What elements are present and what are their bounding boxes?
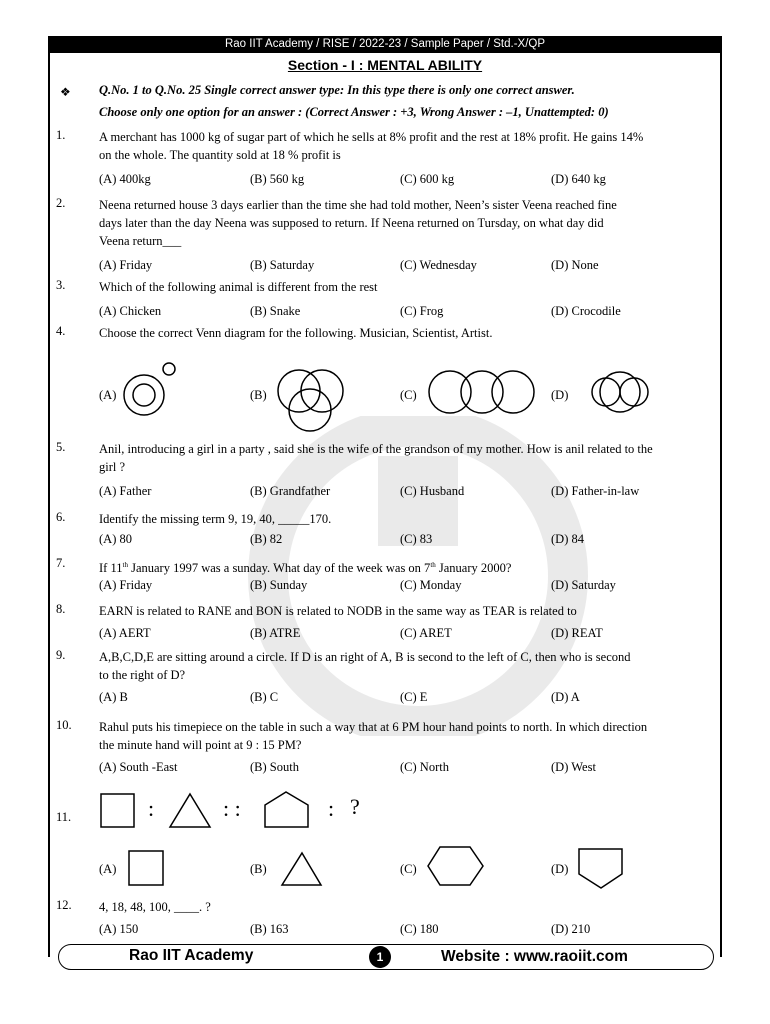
q11-square-icon bbox=[98, 791, 138, 831]
question-text-line: Anil, introducing a girl in a party , said she is the wife of the grandson of my mother. How is anil related to the bbox=[99, 442, 653, 456]
answer-option: (A) Friday bbox=[99, 258, 153, 272]
answer-option: (C) 600 kg bbox=[400, 172, 455, 186]
question-number: 8. bbox=[56, 602, 66, 616]
answer-option: (C) 180 bbox=[400, 922, 439, 936]
answer-option: (A) bbox=[99, 862, 117, 876]
answer-option: (D) 640 kg bbox=[551, 172, 606, 186]
answer-option: (D) bbox=[551, 862, 569, 876]
answer-option: (B) 163 bbox=[250, 922, 289, 936]
question-text-line: A merchant has 1000 kg of sugar part of which he sells at 8% profit and the rest at 18% profit. He gains 14% bbox=[99, 130, 644, 144]
question-text-line: If 11th January 1997 was a sunday. What day of the week was on 7th January 2000? bbox=[99, 561, 512, 576]
answer-option: (D) West bbox=[551, 760, 596, 774]
instruction-line-1: Q.No. 1 to Q.No. 25 Single correct answer type: In this type there is only one correct answer. bbox=[99, 83, 575, 97]
answer-option: (D) Saturday bbox=[551, 578, 616, 592]
answer-option: (C) E bbox=[400, 690, 428, 704]
question-text-line: days later than the day Neena was supposed to return. If Neena returned on Tursday, on what day did bbox=[99, 216, 604, 230]
question-number: 7. bbox=[56, 556, 66, 570]
header-bar: Rao IIT Academy / RISE / 2022-23 / Sample Paper / Std.-X/QP bbox=[48, 36, 722, 53]
question-number: 11. bbox=[56, 810, 72, 824]
question-text-line: Neena returned house 3 days earlier than the time she had told mother, Neen’s sister Veena reached fine bbox=[99, 198, 617, 212]
answer-option: (C) ARET bbox=[400, 626, 452, 640]
q11-option-b-triangle-icon bbox=[280, 850, 324, 888]
left-border bbox=[48, 53, 50, 957]
answer-option: (C) Frog bbox=[400, 304, 444, 318]
answer-option: (D) 84 bbox=[551, 532, 584, 546]
q11-colon-2: : bbox=[328, 796, 335, 821]
q11-option-a-square-icon bbox=[126, 848, 166, 888]
question-number: 2. bbox=[56, 196, 66, 210]
answer-option: (C) 83 bbox=[400, 532, 433, 546]
answer-option: (A) B bbox=[99, 690, 128, 704]
question-text-line: Veena return___ bbox=[99, 234, 182, 248]
answer-option: (A) 400kg bbox=[99, 172, 151, 186]
answer-option: (B) bbox=[250, 862, 267, 876]
venn-option-a bbox=[116, 362, 186, 422]
answer-option: (B) C bbox=[250, 690, 279, 704]
answer-option: (B) bbox=[250, 388, 267, 402]
question-text-line: Rahul puts his timepiece on the table in such a way that at 6 PM hour hand points to north. In which direction bbox=[99, 720, 648, 734]
answer-option: (C) bbox=[400, 388, 417, 402]
answer-option: (D) bbox=[551, 388, 569, 402]
question-number: 4. bbox=[56, 324, 66, 338]
venn-option-c bbox=[426, 368, 541, 418]
diamond-bullet-icon: ❖ bbox=[60, 85, 71, 99]
answer-option: (D) 210 bbox=[551, 922, 591, 936]
answer-option: (C) bbox=[400, 862, 417, 876]
answer-option: (A) Father bbox=[99, 484, 152, 498]
answer-option: (A) Chicken bbox=[99, 304, 162, 318]
footer-academy-name: Rao IIT Academy bbox=[129, 947, 254, 964]
question-text-line: girl ? bbox=[99, 460, 126, 474]
venn-option-b bbox=[272, 366, 362, 436]
answer-option: (A) 150 bbox=[99, 922, 139, 936]
q11-pentagon-icon bbox=[262, 789, 312, 831]
question-text-line: Identify the missing term 9, 19, 40, _____170. bbox=[99, 512, 332, 526]
footer-banner bbox=[58, 944, 714, 970]
answer-option: (D) Crocodile bbox=[551, 304, 621, 318]
answer-option: (A) South -East bbox=[99, 760, 178, 774]
answer-option: (D) None bbox=[551, 258, 599, 272]
question-text-line: to the right of D? bbox=[99, 668, 186, 682]
venn-option-d bbox=[578, 368, 663, 418]
answer-option: (C) Wednesday bbox=[400, 258, 477, 272]
answer-option: (B) Sunday bbox=[250, 578, 308, 592]
answer-option: (B) Snake bbox=[250, 304, 301, 318]
question-text-line: EARN is related to RANE and BON is related to NODB in the same way as TEAR is related to bbox=[99, 604, 577, 618]
footer-website: Website : www.raoiit.com bbox=[441, 948, 628, 965]
answer-option: (D) A bbox=[551, 690, 580, 704]
answer-option: (A) AERT bbox=[99, 626, 151, 640]
answer-option: (C) North bbox=[400, 760, 449, 774]
answer-option: (A) Friday bbox=[99, 578, 153, 592]
question-text-line: A,B,C,D,E are sitting around a circle. If D is an right of A, B is second to the left of C, then who is second bbox=[99, 650, 631, 664]
question-text-line: on the whole. The quantity sold at 18 % profit is bbox=[99, 148, 341, 162]
instruction-line-2: Choose only one option for an answer : (Correct Answer : +3, Wrong Answer : –1, Unattempted: 0) bbox=[99, 105, 609, 119]
question-number: 5. bbox=[56, 440, 66, 454]
q11-option-c-hexagon-icon bbox=[426, 844, 486, 888]
question-number: 3. bbox=[56, 278, 66, 292]
question-number: 1. bbox=[56, 128, 66, 142]
answer-option: (D) REAT bbox=[551, 626, 603, 640]
section-title: Section - I : MENTAL ABILITY bbox=[287, 57, 483, 73]
question-number: 9. bbox=[56, 648, 66, 662]
answer-option: (B) South bbox=[250, 760, 299, 774]
answer-option: (B) 82 bbox=[250, 532, 283, 546]
page-number: 1 bbox=[369, 946, 391, 968]
answer-option: (C) Monday bbox=[400, 578, 462, 592]
question-number: 6. bbox=[56, 510, 66, 524]
q11-option-d-pentagon-icon bbox=[576, 846, 626, 890]
answer-option: (C) Husband bbox=[400, 484, 465, 498]
answer-option: (D) Father-in-law bbox=[551, 484, 640, 498]
q11-double-colon: : : bbox=[223, 796, 241, 821]
answer-option: (A) 80 bbox=[99, 532, 132, 546]
q11-colon: : bbox=[148, 796, 155, 821]
answer-option: (B) Grandfather bbox=[250, 484, 331, 498]
answer-option: (B) 560 kg bbox=[250, 172, 305, 186]
answer-option: (B) ATRE bbox=[250, 626, 301, 640]
q11-question-mark: ? bbox=[350, 794, 360, 819]
question-text-line: Choose the correct Venn diagram for the following. Musician, Scientist, Artist. bbox=[99, 326, 493, 340]
question-text-line: Which of the following animal is different from the rest bbox=[99, 280, 378, 294]
answer-option: (B) Saturday bbox=[250, 258, 315, 272]
question-text-line: the minute hand will point at 9 : 15 PM? bbox=[99, 738, 302, 752]
q11-triangle-icon bbox=[168, 791, 213, 831]
answer-option: (A) bbox=[99, 388, 117, 402]
right-border bbox=[720, 53, 722, 957]
question-number: 12. bbox=[56, 898, 72, 912]
question-number: 10. bbox=[56, 718, 72, 732]
question-paper-page bbox=[48, 36, 722, 972]
question-text-line: 4, 18, 48, 100, ____. ? bbox=[99, 900, 211, 914]
